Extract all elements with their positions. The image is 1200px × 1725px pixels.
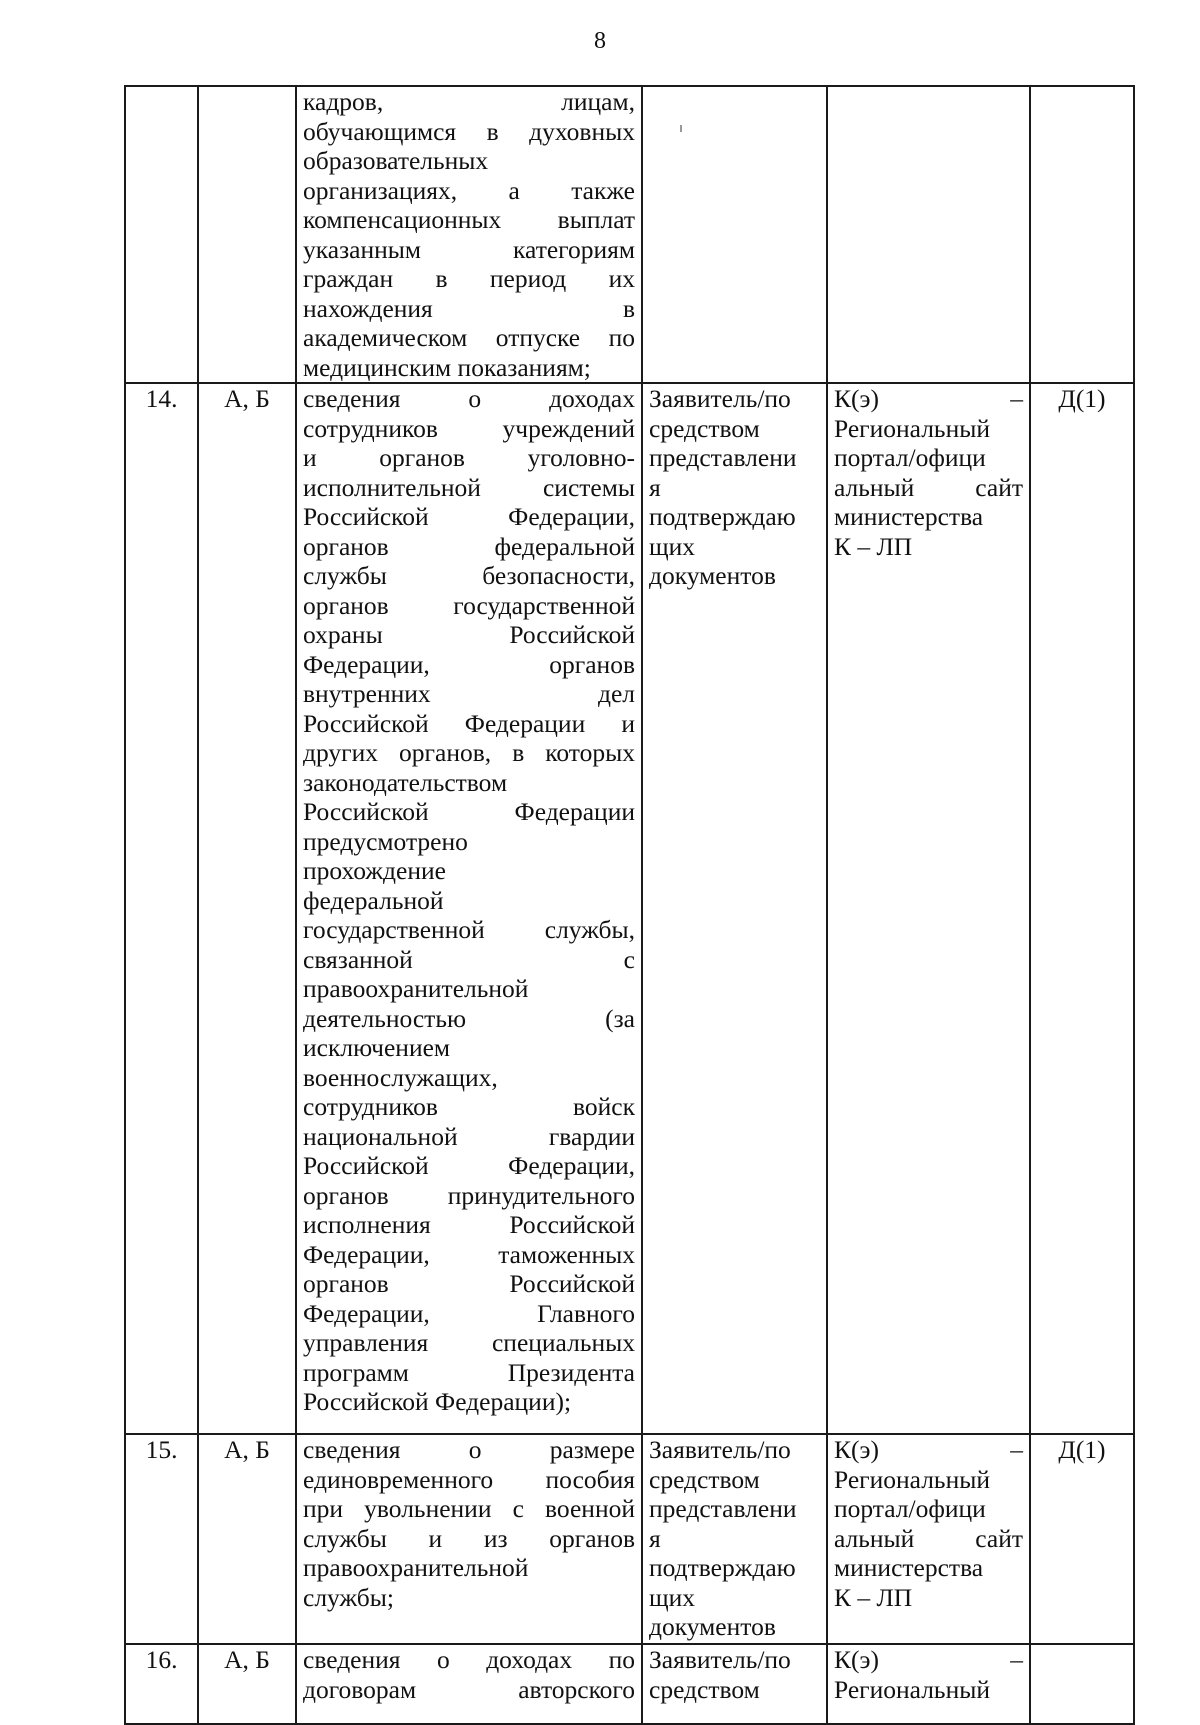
text-line: организациях, а также xyxy=(303,175,635,205)
cell-channel xyxy=(827,1434,1030,1644)
cell-category: А, Б xyxy=(198,1644,296,1724)
text-line: щих xyxy=(649,1582,696,1612)
text-line: К(э) – xyxy=(834,384,1023,413)
cell-category: А, Б xyxy=(198,1434,296,1644)
text-line: программ Президента xyxy=(303,1357,635,1387)
table-row-continuation xyxy=(125,86,1134,383)
text-line: деятельностью (за xyxy=(303,1003,635,1033)
text-line: органов государственной xyxy=(303,590,635,620)
text-line: федеральной xyxy=(303,885,444,915)
text-line: службы безопасности, xyxy=(303,561,635,590)
cell-description xyxy=(296,1644,642,1724)
text-line: Федерации, таможенных xyxy=(303,1239,635,1269)
text-line: указанным категориям xyxy=(303,234,635,264)
text-line: Российской Федерации xyxy=(303,797,635,826)
cell-source xyxy=(642,86,827,383)
text-line: сотрудников учреждений xyxy=(303,413,635,443)
text-line: органов Российской xyxy=(303,1269,635,1298)
text-line: я xyxy=(649,1523,661,1553)
cell-category xyxy=(198,86,296,383)
cell-description xyxy=(296,86,642,383)
text-line: медицинским показаниям; xyxy=(303,352,591,382)
text-line: министерства xyxy=(834,502,984,531)
text-line: национальной гвардии xyxy=(303,1121,635,1151)
text-line: документов xyxy=(649,561,776,590)
text-line: средством xyxy=(649,413,760,443)
document-table xyxy=(124,85,1135,1725)
text-line: подтверждаю xyxy=(649,1553,796,1582)
text-line: представлени xyxy=(649,1494,797,1523)
text-line: Заявитель/по xyxy=(649,384,791,413)
text-line: портал/офици xyxy=(834,1494,986,1523)
text-line: министерства xyxy=(834,1553,984,1582)
text-line: единовременного пособия xyxy=(303,1464,635,1494)
text-line: при увольнении с военной xyxy=(303,1494,635,1523)
text-line: военнослужащих, xyxy=(303,1062,498,1092)
text-line: кадров, лицам, xyxy=(303,87,635,116)
text-line: Федерации, Главного xyxy=(303,1298,635,1328)
text-line: и органов уголовно- xyxy=(303,443,635,472)
text-line: К(э) – xyxy=(834,1645,1023,1674)
table-row xyxy=(125,383,1134,1434)
text-line: органов федеральной xyxy=(303,531,635,561)
text-line: Федерации, органов xyxy=(303,649,635,679)
text-line: Региональный xyxy=(834,1674,990,1704)
text-line: граждан в период их xyxy=(303,264,635,293)
cell-category: А, Б xyxy=(198,383,296,1434)
text-line: Региональный xyxy=(834,413,990,443)
cell-channel xyxy=(827,383,1030,1434)
table-row xyxy=(125,1434,1134,1644)
text-line: образовательных xyxy=(303,146,489,175)
text-line: исполнения Российской xyxy=(303,1210,635,1239)
text-line: внутренних дел xyxy=(303,679,635,708)
text-line: договорам авторского xyxy=(303,1674,635,1704)
text-line: органов принудительного xyxy=(303,1180,635,1210)
text-line: Заявитель/по xyxy=(649,1435,791,1464)
cell-code xyxy=(1030,86,1134,383)
text-line: подтверждаю xyxy=(649,502,796,531)
text-line: средством xyxy=(649,1674,760,1704)
text-line: академическом отпуске по xyxy=(303,323,635,352)
cell-source xyxy=(642,1434,827,1644)
table-row xyxy=(125,1644,1134,1724)
cell-channel xyxy=(827,86,1030,383)
text-line: обучающимся в духовных xyxy=(303,116,635,146)
text-line: Российской Федерации); xyxy=(303,1387,572,1416)
text-line: других органов, в которых xyxy=(303,738,635,767)
text-line: щих xyxy=(649,531,696,561)
text-line: Российской Федерации, xyxy=(303,502,635,531)
text-line: Региональный xyxy=(834,1464,990,1494)
text-line: средством xyxy=(649,1464,760,1494)
text-line: исключением xyxy=(303,1033,451,1062)
cell-number: 15. xyxy=(125,1434,198,1644)
text-line: документов xyxy=(649,1612,776,1641)
text-line: службы и из органов xyxy=(303,1523,635,1553)
text-line: я xyxy=(649,472,661,502)
text-line: законодательством xyxy=(303,767,508,797)
text-line: сотрудников войск xyxy=(303,1092,635,1121)
cell-code: Д(1) xyxy=(1030,1434,1134,1644)
text-line: альный сайт xyxy=(834,1523,1023,1553)
text-line: правоохранительной xyxy=(303,1553,529,1582)
text-line: компенсационных выплат xyxy=(303,205,635,234)
text-line: государственной службы, xyxy=(303,915,635,944)
cell-source xyxy=(642,383,827,1434)
cell-source xyxy=(642,1644,827,1724)
text-line: Российской Федерации и xyxy=(303,708,635,738)
cell-number xyxy=(125,86,198,383)
text-line: правоохранительной xyxy=(303,974,529,1003)
text-line: Российской Федерации, xyxy=(303,1151,635,1180)
text-line: исполнительной системы xyxy=(303,472,635,502)
text-line: прохождение xyxy=(303,856,446,885)
cell-number: 16. xyxy=(125,1644,198,1724)
cell-number: 14. xyxy=(125,383,198,1434)
cell-description xyxy=(296,383,642,1434)
cell-code: Д(1) xyxy=(1030,383,1134,1434)
text-line: Заявитель/по xyxy=(649,1645,791,1674)
text-line: предусмотрено xyxy=(303,826,468,856)
text-line: связанной с xyxy=(303,944,635,974)
text-line: К – ЛП xyxy=(834,531,913,561)
text-line: сведения о размере xyxy=(303,1435,635,1464)
text-line: К – ЛП xyxy=(834,1582,913,1612)
text-line: К(э) – xyxy=(834,1435,1023,1464)
text-line: охраны Российской xyxy=(303,620,635,649)
cell-description xyxy=(296,1434,642,1644)
text-line: представлени xyxy=(649,443,797,472)
text-line: сведения о доходах по xyxy=(303,1645,635,1674)
text-line: службы; xyxy=(303,1582,394,1612)
text-line: альный сайт xyxy=(834,472,1023,502)
cell-code xyxy=(1030,1644,1134,1724)
text-line: портал/офици xyxy=(834,443,986,472)
text-line: нахождения в xyxy=(303,293,635,323)
text-line: сведения о доходах xyxy=(303,384,635,413)
cell-channel xyxy=(827,1644,1030,1724)
page-number: 8 xyxy=(594,28,606,54)
text-line: управления специальных xyxy=(303,1328,635,1357)
